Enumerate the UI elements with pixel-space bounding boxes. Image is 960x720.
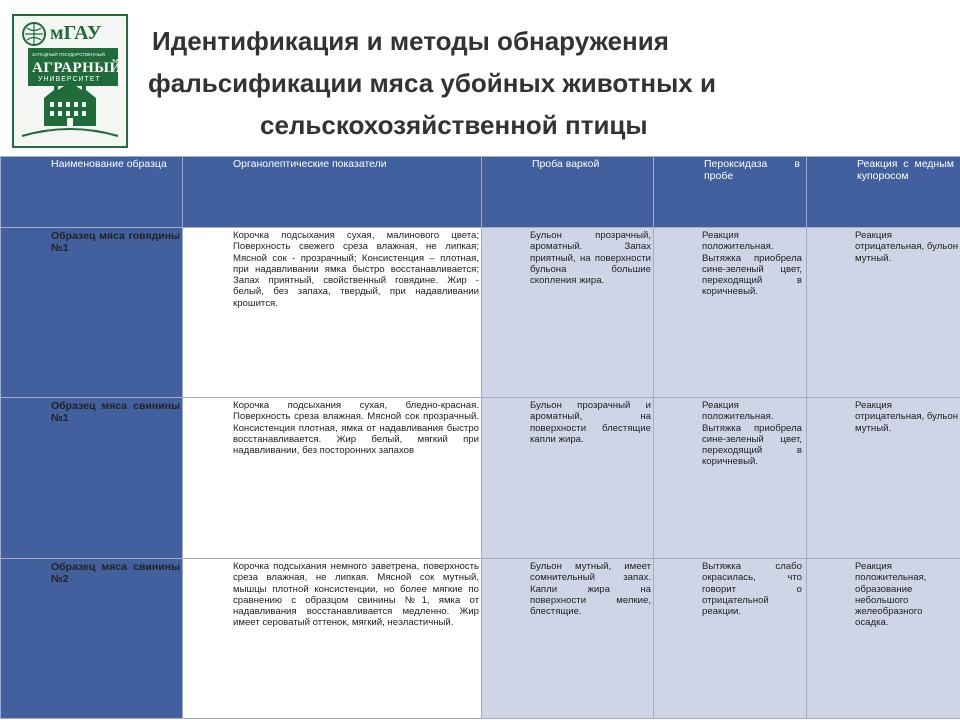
row-boiling: Бульон мутный, имеет сомнительный запах. Капли жира на поверхности мелкие, блестящие. <box>482 559 654 719</box>
title-line-1: Идентификация и методы обнаружения <box>152 26 669 56</box>
table-row <box>1 398 960 559</box>
row-copper: Реакция отрицательная, бульон мутный. <box>807 398 960 559</box>
row-sample-name: Образец мяса свинины №2 <box>1 559 183 719</box>
row-copper: Реакция положительная, образование небольшого желеобразного осадка. <box>807 559 960 719</box>
header-cell-copper: Реакция с медным купоросом <box>807 157 960 228</box>
row-sample-name: Образец мяса свинины №1 <box>1 398 183 559</box>
table-row <box>1 228 960 398</box>
row-peroxidase: Вытяжка слабо окрасилась, что говорит о отрицательной реакции. <box>654 559 807 719</box>
logo-name: мГАУ <box>50 22 102 44</box>
logo-sub-text: УНИВЕРСИТЕТ <box>38 76 101 83</box>
university-logo <box>12 14 128 148</box>
logo-small-text: ЗАПАДНЫЙ ГОСУДАРСТВЕННЫЙ <box>32 52 105 57</box>
logo-big-text: АГРАРНЫЙ <box>32 60 122 76</box>
row-organoleptic: Корочка подсыхания сухая, малинового цвета; Поверхность свежего среза влажная, не липкая; Мясной сок - прозрачный; Консистенция – плотная, при надавливании ямка быстро восстанавливается; Запах приятный, свойственный говядине. Жир - белый, без запаха, твердый, при надавливании крошится. <box>183 228 482 398</box>
samples-table <box>0 156 960 719</box>
header-cell-name: Наименование образца <box>1 157 183 228</box>
header-cell-boiling: Проба варкой <box>482 157 654 228</box>
title-line-3: сельскохозяйственной птицы <box>260 110 648 140</box>
row-sample-name: Образец мяса говядины №1 <box>1 228 183 398</box>
header-cell-peroxidase: Пероксидаза в пробе <box>654 157 807 228</box>
row-copper: Реакция отрицательная, бульон мутный. <box>807 228 960 398</box>
table-row <box>1 559 960 719</box>
row-boiling: Бульон прозрачный и ароматный, на поверхности блестящие капли жира. <box>482 398 654 559</box>
header-cell-organoleptic: Органолептические показатели <box>183 157 482 228</box>
row-boiling: Бульон прозрачный, ароматный. Запах приятный, на поверхности бульона большие скопления жира. <box>482 228 654 398</box>
table-header-row <box>1 157 960 228</box>
row-peroxidase: Реакция положительная. Вытяжка приобрела сине-зеленый цвет, переходящий в коричневый. <box>654 228 807 398</box>
title-line-2: фальсификации мяса убойных животных и <box>148 68 716 98</box>
row-organoleptic: Корочка подсыхания немного заветрена, поверхность среза влажная, не липкая. Мясной сок мутный, мышцы плотной консистенции, но более мягкие по сравнению с образцом свинины №1, ямка от надавливания восстанавливается медленно. Жир имеет сероватый оттенок, мягкий, неэластичный. <box>183 559 482 719</box>
row-organoleptic: Корочка подсыхания сухая, бледно-красная. Поверхность среза влажная. Мясной сок прозрачный. Консистенция плотная, ямка от надавливания быстро восстанавливается. Жир белый, мягкий при надавливании, без посторонних запахов <box>183 398 482 559</box>
row-peroxidase: Реакция положительная. Вытяжка приобрела сине-зеленый цвет, переходящий в коричневый. <box>654 398 807 559</box>
